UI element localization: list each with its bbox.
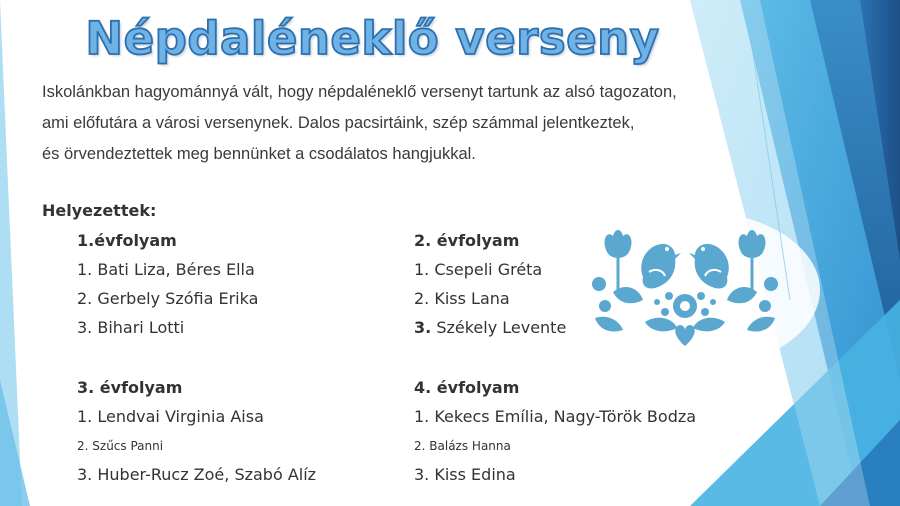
result-row — [414, 289, 510, 308]
grade-label: 3. évfolyam — [77, 378, 183, 397]
intro-paragraph — [42, 80, 677, 173]
result-row — [77, 260, 255, 279]
place-number: 2. — [77, 439, 89, 453]
winner-names: Gerbely Szófia Erika — [97, 289, 259, 308]
winner-names: Székely Levente — [436, 318, 567, 337]
intro-line: Iskolánkban hagyománnyá vált, hogy népdaléneklő versenyt tartunk az alsó tagozaton, — [42, 83, 677, 101]
result-row — [77, 407, 264, 426]
place-number: 3. — [77, 318, 93, 337]
slide-title: Népdaléneklő verseny — [85, 12, 660, 65]
folk-dove-motif-icon — [585, 222, 785, 352]
result-row — [77, 465, 316, 484]
grade-label: 1.évfolyam — [77, 231, 177, 250]
winner-names: Huber-Rucz Zoé, Szabó Alíz — [97, 465, 317, 484]
result-row — [414, 465, 516, 484]
winner-names: Balázs Hanna — [429, 439, 511, 453]
place-number: 3. — [77, 465, 93, 484]
grade-label: 2. évfolyam — [414, 231, 520, 250]
result-row — [414, 407, 696, 426]
winner-names: Kiss Lana — [434, 289, 510, 308]
place-number: 1. — [414, 407, 430, 426]
winner-names: Lendvai Virginia Aisa — [97, 407, 264, 426]
intro-line: és örvendeztettek meg bennünket a csodálatos hangjukkal. — [42, 145, 476, 163]
place-number: 2. — [77, 289, 93, 308]
winner-names: Kekecs Emília, Nagy-Török Bodza — [434, 407, 697, 426]
winner-names: Szűcs Panni — [92, 439, 164, 453]
winner-names: Kiss Edina — [434, 465, 516, 484]
place-number: 1. — [77, 260, 93, 279]
winner-names: Csepeli Gréta — [434, 260, 543, 279]
place-number: 2. — [414, 289, 430, 308]
result-row — [77, 439, 163, 453]
intro-line: ami előfutára a városi versenynek. Dalos pacsirtáink, szép számmal jelentkeztek, — [42, 114, 635, 132]
place-number: 3. — [414, 318, 432, 337]
winner-names: Bati Liza, Béres Ella — [97, 260, 255, 279]
result-row — [414, 260, 542, 279]
place-number: 3. — [414, 465, 430, 484]
winner-names: Bihari Lotti — [97, 318, 185, 337]
results-heading: Helyezettek: — [42, 201, 157, 220]
grade-label: 4. évfolyam — [414, 378, 520, 397]
result-row — [414, 318, 566, 337]
place-number: 1. — [77, 407, 93, 426]
result-row — [77, 318, 184, 337]
place-number: 2. — [414, 439, 426, 453]
place-number: 1. — [414, 260, 430, 279]
result-row — [77, 289, 258, 308]
result-row — [414, 439, 511, 453]
